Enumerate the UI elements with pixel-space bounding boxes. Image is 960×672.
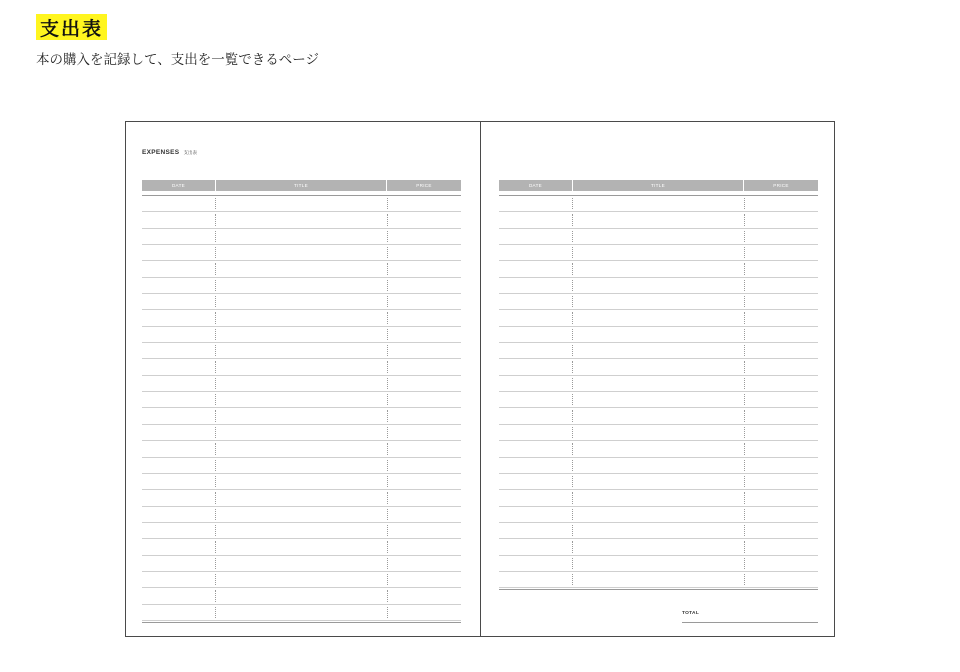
page-title-badge [36,14,107,40]
table-row [499,343,818,359]
table-row [142,359,461,375]
table-row [499,523,818,539]
total-label: TOTAL [682,611,700,616]
notebook-spread [125,121,835,637]
table-row [142,343,461,359]
expense-rows-left [142,196,461,621]
table-row [142,327,461,343]
column-header-price: PRICE [773,183,789,188]
table-row [499,245,818,261]
table-row [499,556,818,572]
table-row [142,458,461,474]
expense-rows-right [499,196,818,588]
table-row [499,474,818,490]
table-row [499,441,818,457]
table-row [142,523,461,539]
table-row [499,310,818,326]
total-rule [682,622,818,623]
table-bottom-rule [499,589,818,590]
table-row [499,539,818,555]
table-row [142,556,461,572]
table-row [142,229,461,245]
table-row [499,507,818,523]
table-row [142,507,461,523]
table-row [499,359,818,375]
table-row [142,588,461,604]
table-row [142,278,461,294]
table-row [142,605,461,621]
table-row [142,310,461,326]
table-row [142,425,461,441]
table-row [142,392,461,408]
right-page [499,122,818,636]
column-header-date: DATE [171,183,186,188]
table-header [142,180,461,191]
page-heading-ja: 支出表 [183,151,197,156]
table-row [499,458,818,474]
table-row [142,294,461,310]
table-row [142,196,461,212]
page-subtitle: 本の購入を記録して、支出を一覧できるページ [36,52,319,68]
table-row [499,572,818,588]
column-header-date: DATE [528,183,543,188]
table-row [142,441,461,457]
table-row [142,490,461,506]
column-header-title: TITLE [215,180,387,191]
table-row [499,392,818,408]
table-row [499,212,818,228]
table-row [142,212,461,228]
table-row [142,474,461,490]
page-heading [142,149,197,156]
table-row [499,229,818,245]
table-bottom-rule [142,622,461,623]
page-title: 支出表 [40,17,104,40]
table-row [142,245,461,261]
table-row [142,261,461,277]
table-row [499,376,818,392]
notebook-spine [480,122,481,636]
page-heading-en: EXPENSES [142,149,180,156]
table-row [142,572,461,588]
table-row [142,539,461,555]
table-row [499,294,818,310]
table-row [499,327,818,343]
table-row [499,278,818,294]
table-row [499,261,818,277]
table-row [499,408,818,424]
table-row [499,490,818,506]
table-row [142,376,461,392]
column-header-price: PRICE [416,183,432,188]
column-header-title: TITLE [572,180,744,191]
table-row [499,196,818,212]
table-row [142,408,461,424]
table-header [499,180,818,191]
table-row [499,425,818,441]
left-page [142,122,461,636]
